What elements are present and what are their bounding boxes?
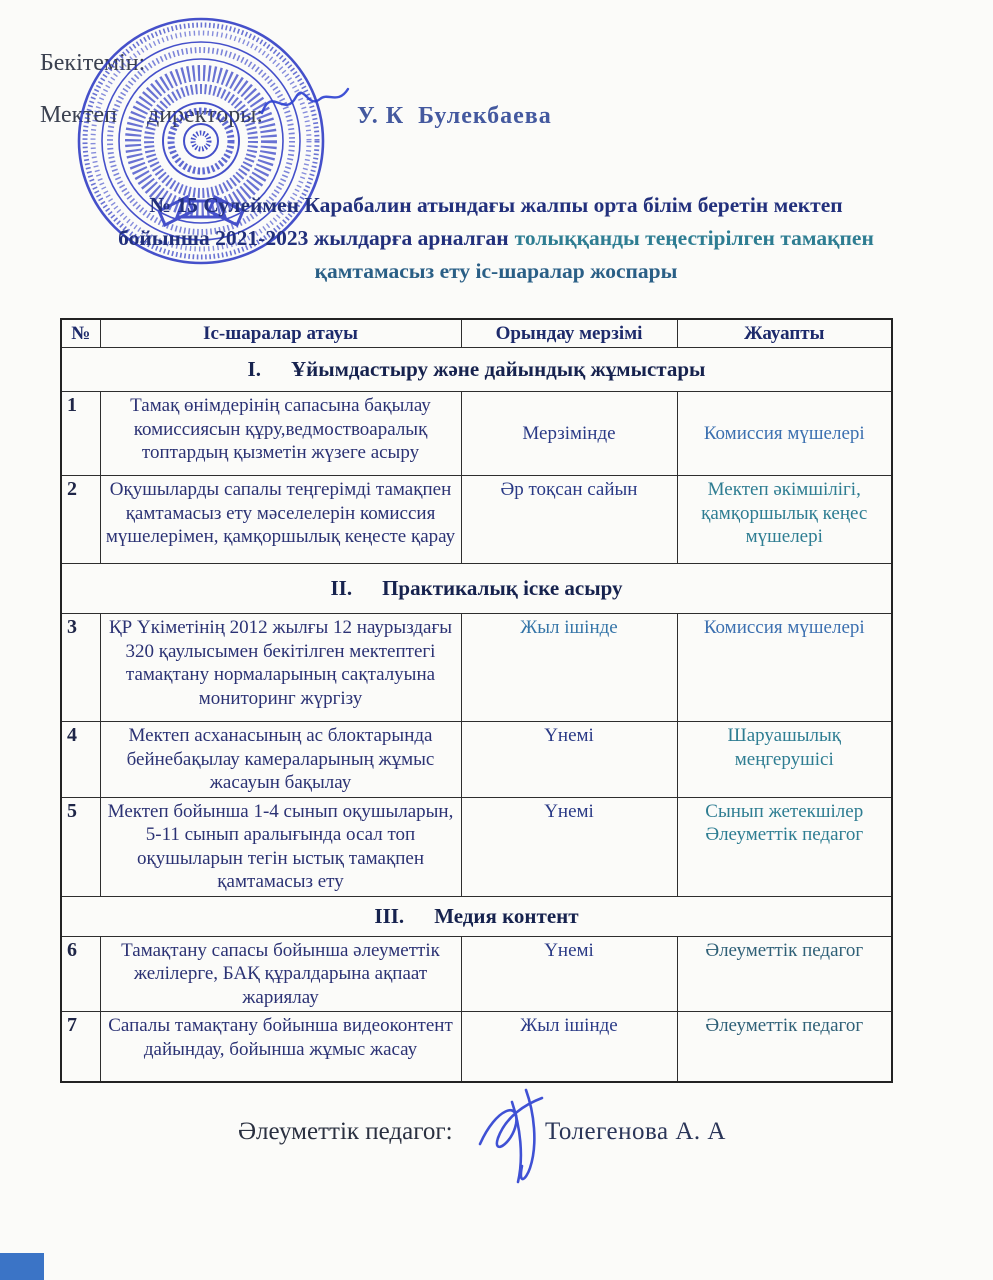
table-row [61,392,892,476]
title-line-2-navy: бойынша 2021-2023 жылдарға арналган [118,226,509,250]
responsible-cell: Әлеуметтік педагог [677,936,892,1012]
table-row [61,614,892,722]
activity-cell: Тамақтану сапасы бойынша әлеуметтік желілерге, БАҚ құралдарына ақпаат жариялау [100,936,461,1012]
title-line-2-teal: толыққанды теңестірілген тамақпен [514,226,874,250]
section-row-3 [61,896,892,936]
bottom-left-blue-mark [0,1253,44,1280]
activity-cell: Мектеп бойынша 1-4 сынып оқушыларын, 5-11 сынып аралығында осал топ оқушыларын тегін ыстық тамақпен қамтамасыз ету [100,797,461,896]
title-line-1: № 15 Сулеймен Карабалин атындағы жалпы орта білім беретін мектеп [149,193,843,217]
director-signature-icon [258,75,353,127]
section-3-cell [61,896,892,936]
table-row [61,476,892,564]
section-row-1 [61,348,892,392]
responsible-cell: Шаруашылық меңгерушісі [677,722,892,798]
section-3-numeral: III. [374,903,405,928]
header-num: № [61,319,100,348]
responsible-cell: Әлеуметтік педагог [677,1012,892,1082]
approval-label: Бекітемін: [40,50,146,76]
activity-cell: Оқушыларды сапалы теңгерімді тамақпен қамтамасыз ету мәселелерін комиссия мүшелерімен, қамқоршылық кеңесте қарау [100,476,461,564]
activity-cell: ҚР Үкіметінің 2012 жылғы 12 наурыздағы 320 қаулысымен бекітілген мектептегі тамақтану нормаларының сақталуына мониторинг жүргізу [100,614,461,722]
row-num: 5 [61,797,100,896]
header-responsible: Жауапты [677,319,892,348]
title-line-3: қамтамасыз ету іс-шаралар жоспары [314,259,678,283]
table-row [61,722,892,798]
section-1-numeral: I. [247,357,261,381]
term-cell: Үнемі [461,722,677,798]
section-3-title: Медия контент [434,903,579,928]
row-num: 1 [61,392,100,476]
activity-cell: Мектеп асханасының ас блоктарында бейнебақылау камераларының жұмыс жасауын бақылау [100,722,461,798]
table-header-row [61,319,892,348]
activity-cell: Тамақ өнімдерінің сапасына бақылау комиссиясын құру,ведмоствоаралық топтардың қызметін жүзеге асыру [100,392,461,476]
term-cell: Әр тоқсан сайын [461,476,677,564]
title-line-2 [66,222,926,255]
term-cell: Үнемі [461,797,677,896]
director-label: Мектеп директоры: [40,102,264,128]
document-title [66,189,926,288]
responsible-cell: Комиссия мүшелері [677,392,892,476]
row-num: 3 [61,614,100,722]
term-cell: Жыл ішінде [461,1012,677,1082]
table-row [61,797,892,896]
header-activity: Іс-шаралар атауы [100,319,461,348]
responsible-cell: Мектеп әкімшілігі, қамқоршылық кеңес мүшелері [677,476,892,564]
section-row-2 [61,564,892,614]
plan-table [60,318,893,1083]
footer-signer-name: Толегенова А. А [545,1118,726,1145]
responsible-cell: Сынып жетекшілер Әлеуметтік педагог [677,797,892,896]
row-num: 2 [61,476,100,564]
term-cell: Мерзімінде [461,392,677,476]
term-cell: Үнемі [461,936,677,1012]
row-num: 6 [61,936,100,1012]
row-num: 4 [61,722,100,798]
activity-cell: Сапалы тамақтану бойынша видеоконтент дайындау, бойынша жұмыс жасау [100,1012,461,1082]
director-name: У. К Булекбаева [357,103,552,129]
row-num: 7 [61,1012,100,1082]
section-1-title: Ұйымдастыру және дайындық жұмыстары [290,357,706,381]
table-row [61,1012,892,1082]
term-cell: Жыл ішінде [461,614,677,722]
responsible-cell: Комиссия мүшелері [677,614,892,722]
header-term: Орындау мерзімі [461,319,677,348]
footer-role-label: Әлеуметтік педагог: [238,1118,453,1145]
table-row [61,936,892,1012]
section-2-numeral: II. [330,576,353,600]
section-2-title: Практикалық іске асыру [382,576,623,600]
section-1-cell [61,348,892,392]
section-2-cell [61,564,892,614]
